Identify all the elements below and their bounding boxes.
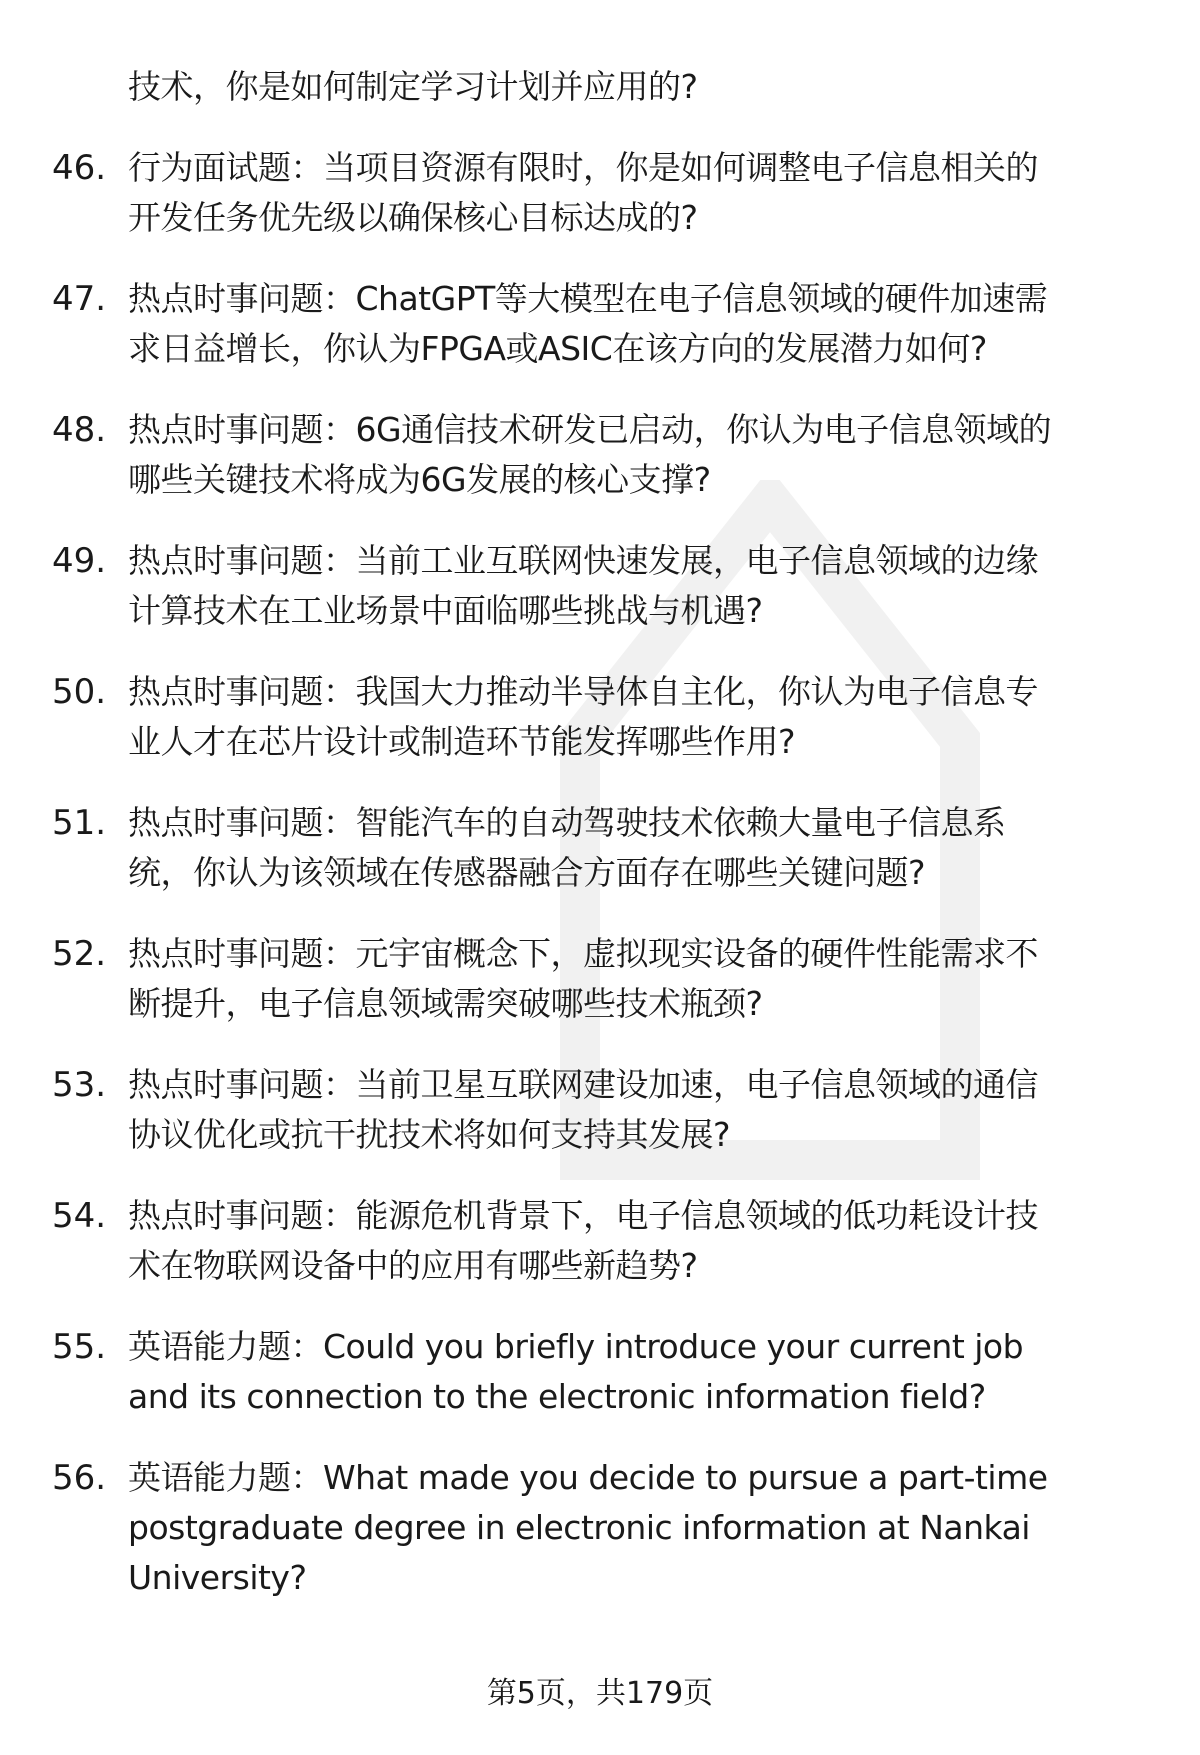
question-number: 51. [52, 803, 107, 843]
question-list [0, 62, 1200, 1603]
question-text-line: postgraduate degree in electronic information at Nankai [128, 1508, 1030, 1547]
question-number: 54. [52, 1196, 107, 1236]
text-line: 技术，你是如何制定学习计划并应用的? [128, 67, 698, 106]
question-text-line: 术在物联网设备中的应用有哪些新趋势? [128, 1246, 698, 1285]
question-text-line: 开发任务优先级以确保核心目标达成的? [128, 198, 698, 237]
question-text-line: 英语能力题：Could you briefly introduce your current job [128, 1327, 1024, 1366]
question-text-line: 哪些关键技术将成为6G发展的核心支撑? [128, 460, 711, 499]
question-item [0, 274, 1200, 374]
question-text-line: 业人才在芯片设计或制造环节能发挥哪些作用? [128, 722, 796, 761]
continuation-text [0, 62, 1200, 112]
question-number: 56. [52, 1458, 107, 1498]
question-item [0, 929, 1200, 1029]
question-text-line: 协议优化或抗干扰技术将如何支持其发展? [128, 1115, 731, 1154]
question-text-line: 热点时事问题：当前卫星互联网建设加速，电子信息领域的通信 [128, 1065, 1038, 1104]
question-item [0, 405, 1200, 505]
question-item [0, 1191, 1200, 1291]
question-text-line: 行为面试题：当项目资源有限时，你是如何调整电子信息相关的 [128, 148, 1038, 187]
question-item [0, 667, 1200, 767]
question-number: 53. [52, 1065, 107, 1105]
question-number: 55. [52, 1327, 107, 1367]
question-number: 49. [52, 541, 107, 581]
question-text-line: 热点时事问题：ChatGPT等大模型在电子信息领域的硬件加速需 [128, 279, 1048, 318]
question-item [0, 1060, 1200, 1160]
question-item [0, 1453, 1200, 1603]
question-text-line: 计算技术在工业场景中面临哪些挑战与机遇? [128, 591, 763, 630]
question-text-line: University? [128, 1558, 307, 1597]
question-text-line: 热点时事问题：我国大力推动半导体自主化，你认为电子信息专 [128, 672, 1038, 711]
question-text-line: 热点时事问题：元宇宙概念下，虚拟现实设备的硬件性能需求不 [128, 934, 1038, 973]
question-number: 47. [52, 279, 107, 319]
question-item [0, 536, 1200, 636]
page-number: 第5页，共179页 [486, 1676, 714, 1711]
question-number: 52. [52, 934, 107, 974]
question-text-line: 热点时事问题：6G通信技术研发已启动，你认为电子信息领域的 [128, 410, 1052, 449]
question-text-line: 统，你认为该领域在传感器融合方面存在哪些关键问题? [128, 853, 926, 892]
question-number: 46. [52, 148, 107, 188]
question-text-line: 热点时事问题：当前工业互联网快速发展，电子信息领域的边缘 [128, 541, 1038, 580]
question-item [0, 143, 1200, 243]
question-item [0, 798, 1200, 898]
question-text-line: 热点时事问题：能源危机背景下，电子信息领域的低功耗设计技 [128, 1196, 1038, 1235]
question-number: 50. [52, 672, 107, 712]
question-text-line: 断提升，电子信息领域需突破哪些技术瓶颈? [128, 984, 763, 1023]
question-text-line: 英语能力题：What made you decide to pursue a part-time [128, 1458, 1048, 1497]
question-text-line: 热点时事问题：智能汽车的自动驾驶技术依赖大量电子信息系 [128, 803, 1006, 842]
question-number: 48. [52, 410, 107, 450]
question-text-line: and its connection to the electronic information field? [128, 1377, 986, 1416]
question-text-line: 求日益增长，你认为FPGA或ASIC在该方向的发展潜力如何? [128, 329, 987, 368]
question-item [0, 1322, 1200, 1422]
